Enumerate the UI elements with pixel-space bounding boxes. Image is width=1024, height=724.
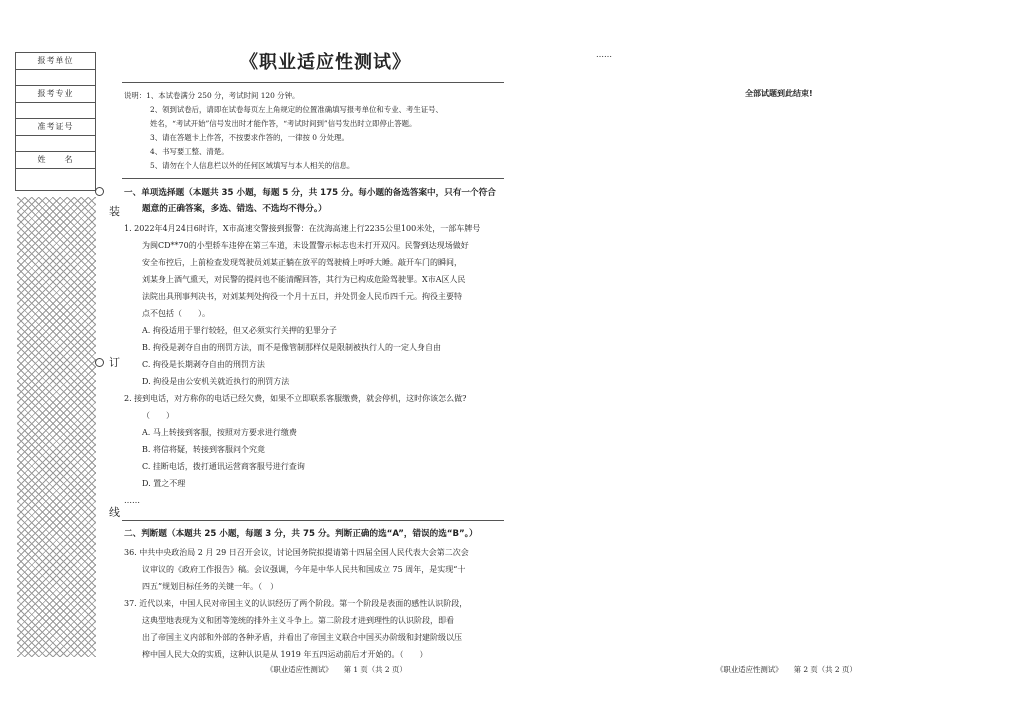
info-field-unit[interactable] [16, 70, 95, 87]
right-page-dots: …… [596, 50, 612, 59]
question-line: 出了帝国主义内部和外部的各种矛盾，并看出了帝国主义联合中国买办阶级和封建阶级以压 [142, 633, 462, 642]
question-line: 议审议的《政府工作报告》稿。会议强调，今年是中华人民共和国成立 75 周年，是实现“十 [142, 565, 466, 574]
section-2-heading [124, 526, 506, 542]
instructions-item: 2、领到试卷后，请即在试卷每页左上角规定的位置准确填写报考单位和专业、考生证号、 [150, 105, 443, 114]
section-1-heading-line: 一、单项选择题（本题共 35 小题，每题 5 分，共 175 分。每小题的备选答案中，只有一个符合 [124, 188, 496, 198]
footer-left: 《职业适应性测试》 第 1 页（共 2 页） [266, 665, 407, 674]
binding-circle-icon [95, 187, 104, 196]
question-1 [124, 220, 506, 509]
answer-option: B. 将信将疑，转接到客服问个究竟 [142, 445, 265, 454]
info-label-unit: 报考单位 [16, 53, 95, 70]
divider [122, 520, 504, 521]
binding-circle-icon [95, 358, 104, 367]
question-line: 刘某身上酒气熏天，对民警的提问也不能清醒回答，其行为已构成危险驾驶罪。X市A区人民 [142, 275, 466, 284]
info-label-name: 姓 名 [16, 152, 95, 169]
question-line: 安全布控后，上前检查发现驾驶员刘某正躺在放平的驾驶椅上呼呼大睡。敲开车门的瞬间， [142, 258, 462, 267]
answer-option: D. 拘役是由公安机关就近执行的刑罚方法 [142, 377, 290, 386]
instructions [124, 89, 504, 173]
question-line: 四五”规划目标任务的关键一年。（ ） [142, 582, 279, 591]
question-line: 榨中国人民大众的实质，这种认识是从 1919 年五四运动前后才开始的。（ ） [142, 650, 428, 659]
divider [122, 178, 504, 179]
answer-option: B. 拘役是剥夺自由的刑罚方法，而不是像管制那样仅是限制被执行人的一定人身自由 [142, 343, 441, 352]
info-label-major: 报考专业 [16, 86, 95, 103]
instructions-item: 姓名，“考试开始”信号发出时才能作答，“考试时间到”信号发出时立即停止答题。 [150, 119, 417, 128]
question-line: 点不包括（ ）。 [142, 309, 210, 318]
binding-char-zhuang: 装 [109, 205, 120, 218]
answer-option: C. 拘役是长期剥夺自由的刑罚方法 [142, 360, 265, 369]
info-label-exam-id: 准考证号 [16, 119, 95, 136]
divider [122, 82, 504, 83]
answer-option: D. 置之不理 [142, 479, 186, 488]
question-line: 为闽CD**70的小型轿车违停在第三车道，未设置警示标志也未打开双闪。民警到达现场做好 [142, 241, 469, 250]
question-line: 法院出具刑事判决书，对刘某判处拘役一个月十五日，并处罚金人民币四千元。拘役主要特 [142, 292, 462, 301]
question-line: 36. 中共中央政治局 2 月 29 日召开会议，讨论国务院拟提请第十四届全国人民代表大会第二次会 [124, 548, 469, 557]
binding-char-ding: 订 [109, 356, 120, 369]
question-line: 37. 近代以来，中国人民对帝国主义的认识经历了两个阶段。第一个阶段是表面的感性认识阶段， [124, 599, 468, 608]
page-title: 《职业适应性测试》 [240, 52, 411, 73]
instructions-item: 5、请勿在个人信息栏以外的任何区域填写与本人相关的信息。 [150, 161, 355, 170]
ellipsis: …… [124, 496, 140, 505]
candidate-info-table [15, 52, 96, 191]
end-note: 全部试题到此结束! [745, 89, 813, 98]
instructions-lead: 说明：1、本试卷满分 250 分，考试时间 120 分钟。 [124, 91, 300, 100]
info-field-name[interactable] [16, 169, 95, 190]
instructions-item: 3、请在答题卡上作答，不按要求作答的，一律按 0 分处理。 [150, 133, 349, 142]
question-line: 2. 接到电话，对方称你的电话已经欠费，如果不立即联系客服缴费，就会停机，这时你该怎么做? [124, 394, 467, 403]
question-line: 这典型地表现为义和团等笼统的排外主义斗争上。第二阶段才进到理性的认识阶段，即看 [142, 616, 454, 625]
question-line: （ ） [142, 411, 174, 420]
section-1-heading-line: 题意的正确答案，多选、错选、不选均不得分。） [142, 204, 327, 214]
info-field-major[interactable] [16, 103, 95, 120]
info-field-exam-id[interactable] [16, 136, 95, 153]
question-36-37 [124, 544, 506, 663]
answer-option: A. 拘役适用于罪行较轻，但又必须实行关押的犯罪分子 [142, 326, 337, 335]
question-line: 1. 2022年4月24日6时许，X市高速交警接到报警：在沈海高速上行2235公里100米处，一部车牌号 [124, 224, 481, 233]
footer-right: 《职业适应性测试》 第 2 页（共 2 页） [716, 665, 857, 674]
instructions-item: 4、书写要工整、清楚。 [150, 147, 229, 156]
section-1-heading [124, 185, 506, 217]
binding-char-xian: 线 [109, 506, 120, 519]
binding-hatch-strip [17, 197, 96, 657]
answer-option: A. 马上转接到客服，按照对方要求进行缴费 [142, 428, 297, 437]
answer-option: C. 挂断电话，拨打通讯运营商客服号进行查询 [142, 462, 305, 471]
section-2-heading-line: 二、判断题（本题共 25 小题，每题 3 分，共 75 分。判断正确的选“A”，错误的选“B”。） [124, 529, 478, 539]
